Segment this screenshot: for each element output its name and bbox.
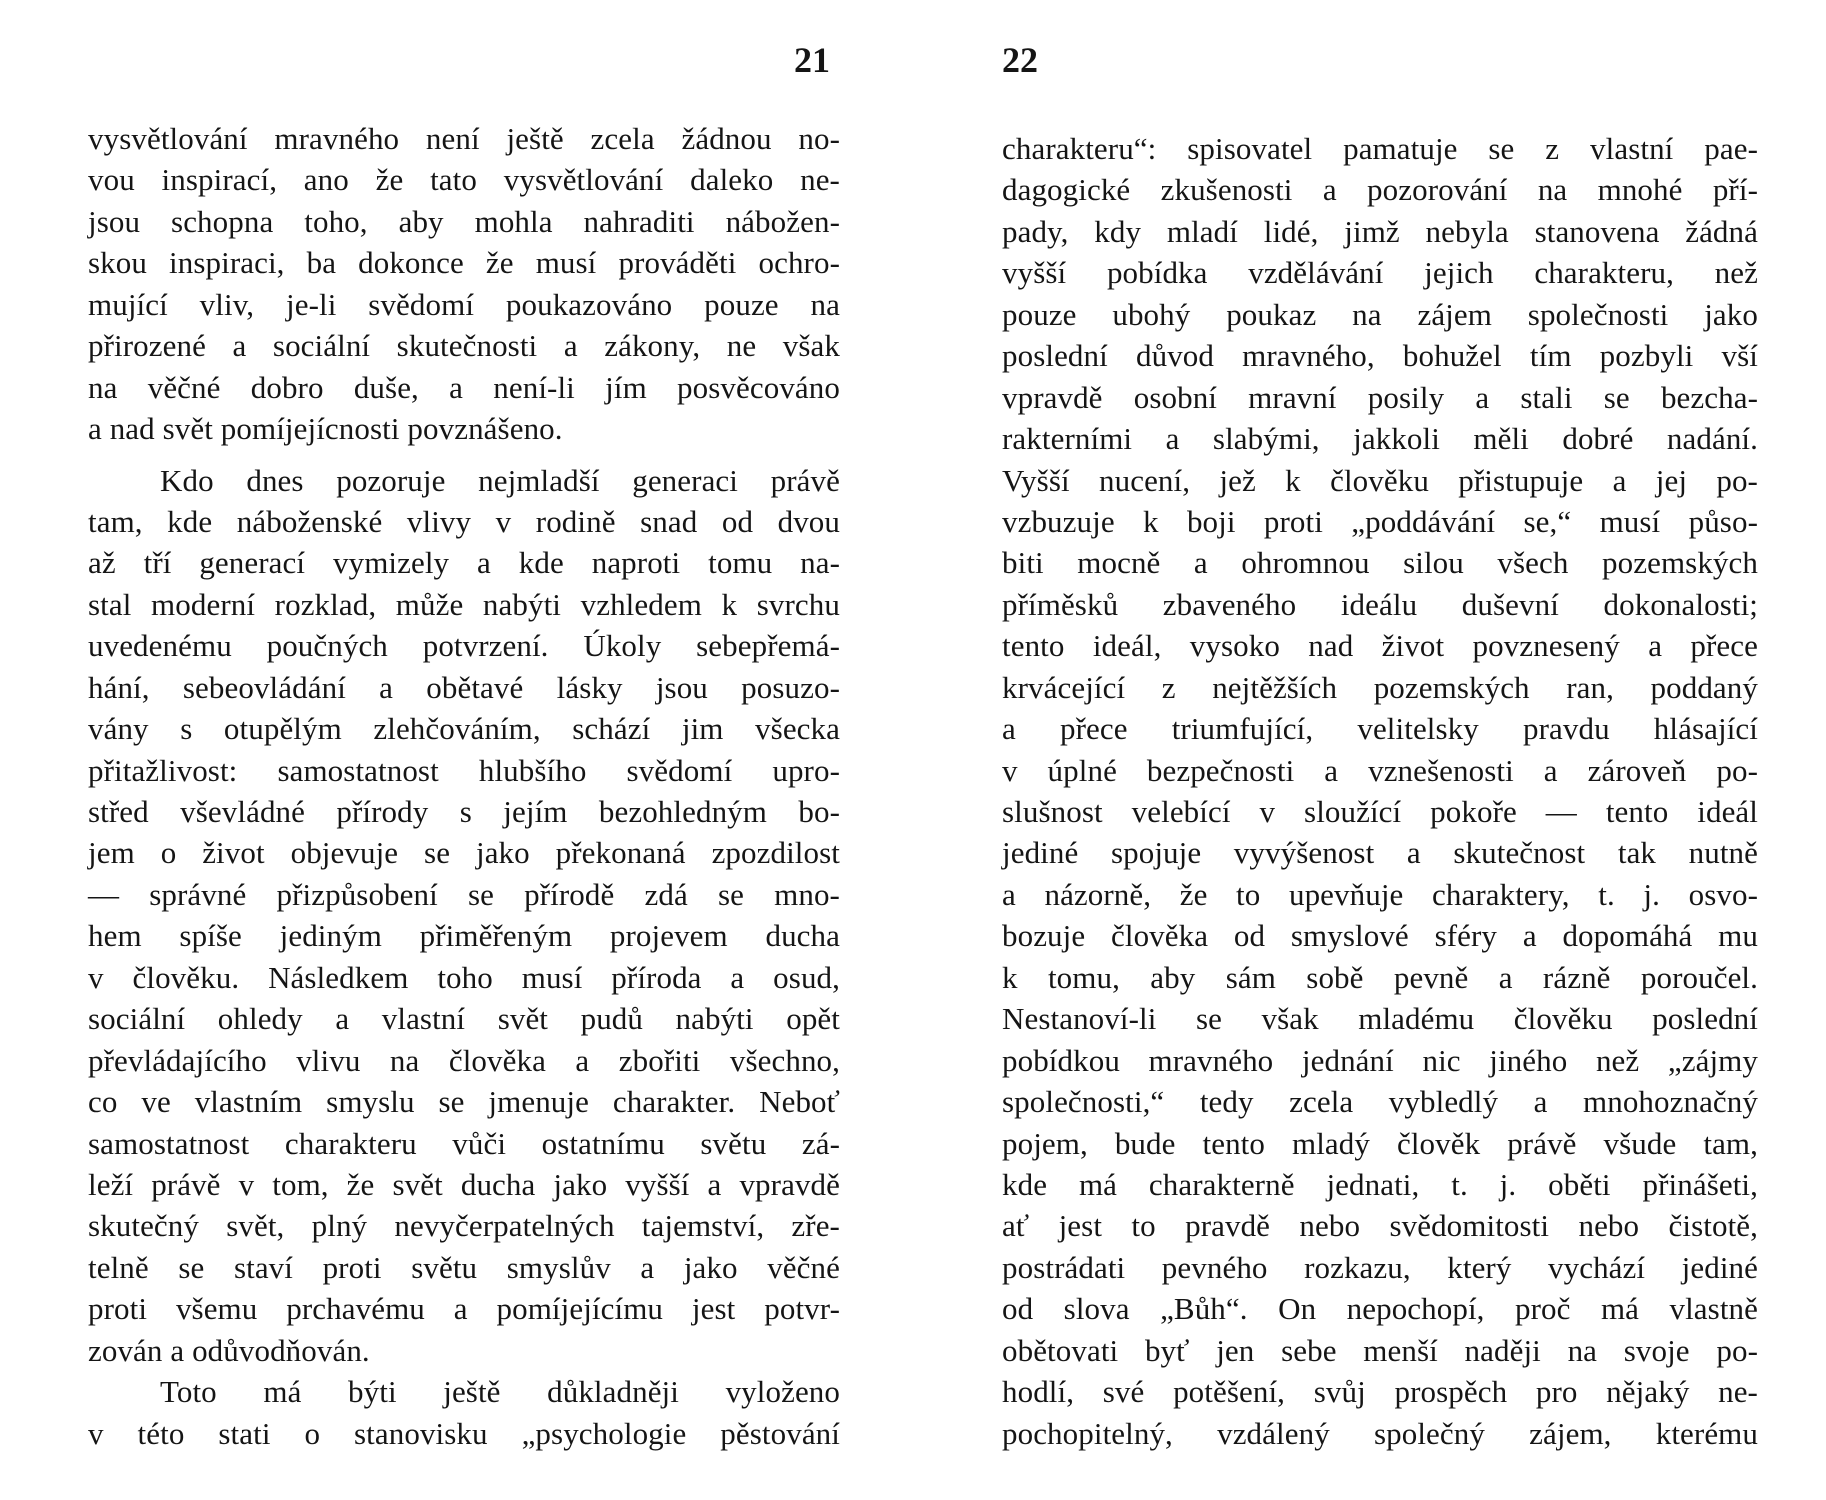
text-line: — správné přizpůsobení se přírodě zdá se mno-	[88, 876, 840, 912]
text-line: Nestanoví-li se však mladému člověku poslední	[1002, 1001, 1758, 1037]
text-line: vpravdě osobní mravní posily a stali se bezcha-	[1002, 379, 1758, 415]
text-line: v člověku. Následkem toho musí příroda a osud,	[88, 959, 840, 995]
text-line: pady, kdy mladí lidé, jimž nebyla stanovena žádná	[1002, 213, 1758, 249]
text-line: hem spíše jediným přiměřeným projevem ducha	[88, 918, 840, 954]
text-line: tam, kde náboženské vlivy v rodině snad od dvou	[88, 503, 840, 539]
text-line: postrádati pevného rozkazu, který vychází jediné	[1002, 1249, 1758, 1285]
text-line: a přece triumfující, velitelsky pravdu hlásající	[1002, 711, 1758, 747]
text-line: tento ideál, vysoko nad život povznesený a přece	[1002, 628, 1758, 664]
text-line: samostatnost charakteru vůči ostatnímu světu zá-	[88, 1125, 840, 1161]
text-line: a nad svět pomíjejícnosti povznášeno.	[88, 411, 563, 447]
text-line: jsou schopna toho, aby mohla nahraditi nábožen-	[88, 203, 840, 239]
text-line: skou inspiraci, ba dokonce že musí prováděti ochro-	[88, 245, 840, 281]
text-line: přitažlivost: samostatnost hlubšího svědomí upro-	[88, 752, 840, 788]
text-line: kde má charakterně jednati, t. j. oběti přinášeti,	[1002, 1166, 1758, 1202]
text-line: ať jest to pravdě nebo svědomitosti nebo čistotě,	[1002, 1208, 1758, 1244]
text-line: převládajícího vlivu na člověka a zbořiti všechno,	[88, 1042, 840, 1078]
text-line: charakteru“: spisovatel pamatuje se z vlastní pae-	[1002, 131, 1758, 166]
text-line: Toto má býti ještě důkladněji vyloženo	[160, 1374, 840, 1410]
text-line: společnosti,“ tedy zcela vybledlý a mnohoznačný	[1002, 1084, 1758, 1120]
text-line: od slova „Bůh“. On nepochopí, proč má vlastně	[1002, 1291, 1758, 1327]
page-body	[1002, 128, 1758, 1454]
text-line: bozuje člověka od smyslové sféry a dopomáhá mu	[1002, 918, 1758, 954]
text-line: v této stati o stanovisku „psychologie pěstování	[88, 1415, 840, 1451]
text-line: pochopitelný, vzdálený společný zájem, kterému	[1002, 1415, 1758, 1451]
text-line: vou inspirací, ano že tato vysvětlování daleko ne-	[88, 162, 840, 198]
text-line: k tomu, aby sám sobě pevně a rázně poroučel.	[1002, 959, 1758, 995]
text-line: Kdo dnes pozoruje nejmladší generaci právě	[160, 462, 840, 498]
text-line: střed vševládné přírody s jejím bezohledným bo-	[88, 794, 840, 829]
text-line: přirozené a sociální skutečnosti a zákony, ne však	[88, 328, 840, 364]
text-line: příměsků zbaveného ideálu duševní dokonalosti;	[1002, 586, 1758, 622]
text-line: co ve vlastním smyslu se jmenuje charakter. Neboť	[88, 1084, 840, 1120]
text-line: vyšší pobídka vzdělávání jejich charakteru, než	[1002, 255, 1758, 291]
text-line: hodlí, své potěšení, svůj prospěch pro nějaký ne-	[1002, 1374, 1758, 1410]
left-page	[88, 0, 840, 1500]
text-line: jem o život objevuje se jako překonaná zpozdilost	[88, 835, 840, 871]
text-line: zován a odůvodňován.	[88, 1332, 370, 1368]
text-line: pojem, bude tento mladý člověk právě všude tam,	[1002, 1125, 1758, 1161]
text-line: mující vliv, je-li svědomí poukazováno pouze na	[88, 286, 840, 322]
text-line: a názorně, že to upevňuje charaktery, t. j. osvo-	[1002, 876, 1758, 912]
text-line: sociální ohledy a vlastní svět pudů nabýti opět	[88, 1001, 840, 1037]
text-line: jediné spojuje vyvýšenost a skutečnost tak nutně	[1002, 835, 1758, 871]
text-line: stal moderní rozklad, může nabýti vzhledem k svrchu	[88, 586, 840, 622]
text-line: pouze ubohý poukaz na zájem společnosti jako	[1002, 296, 1758, 332]
text-line: krvácející z nejtěžších pozemských ran, poddaný	[1002, 669, 1758, 705]
text-line: na věčné dobro duše, a není-li jím posvěcováno	[88, 369, 840, 405]
text-line: v úplné bezpečnosti a vznešenosti a zároveň po-	[1002, 752, 1758, 788]
text-line: dagogické zkušenosti a pozorování na mnohé pří-	[1002, 172, 1758, 208]
page-number: 22	[1002, 40, 1038, 80]
text-line: Vyšší nucení, jež k člověku přistupuje a jej po-	[1002, 462, 1758, 498]
page-number: 21	[794, 40, 830, 80]
text-line: až tří generací vymizely a kde naproti tomu na-	[88, 545, 840, 581]
page-body	[88, 118, 840, 1454]
text-line: leží právě v tom, že svět ducha jako vyšší a vpravdě	[88, 1166, 840, 1202]
text-line: skutečný svět, plný nevyčerpatelných tajemství, zře-	[88, 1208, 840, 1244]
right-page	[1002, 0, 1758, 1500]
text-line: obětovati byť jen sebe menší naději na svoje po-	[1002, 1332, 1758, 1368]
text-line: slušnost velebící v sloužící pokoře — tento ideál	[1002, 794, 1758, 829]
text-line: rakterními a slabými, jakkoli měli dobré nadání.	[1002, 421, 1758, 457]
text-line: hání, sebeovládání a obětavé lásky jsou posuzo-	[88, 669, 840, 705]
text-line: biti mocně a ohromnou silou všech pozemských	[1002, 545, 1758, 581]
text-line: poslední důvod mravného, bohužel tím pozbyli vší	[1002, 338, 1758, 374]
text-line: vány s otupělým zlehčováním, schází jim všecka	[88, 711, 840, 747]
text-line: telně se staví proti světu smyslův a jako věčné	[88, 1249, 840, 1285]
text-line: pobídkou mravného jednání nic jiného než „zájmy	[1002, 1042, 1758, 1078]
text-line: proti všemu prchavému a pomíjejícímu jest potvr-	[88, 1291, 840, 1327]
text-line: vzbuzuje k boji proti „poddávání se,“ musí půso-	[1002, 503, 1758, 539]
text-line: uvedenému poučných potvrzení. Úkoly sebepřemá-	[88, 628, 840, 664]
text-line: vysvětlování mravného není ještě zcela žádnou no-	[88, 121, 840, 156]
